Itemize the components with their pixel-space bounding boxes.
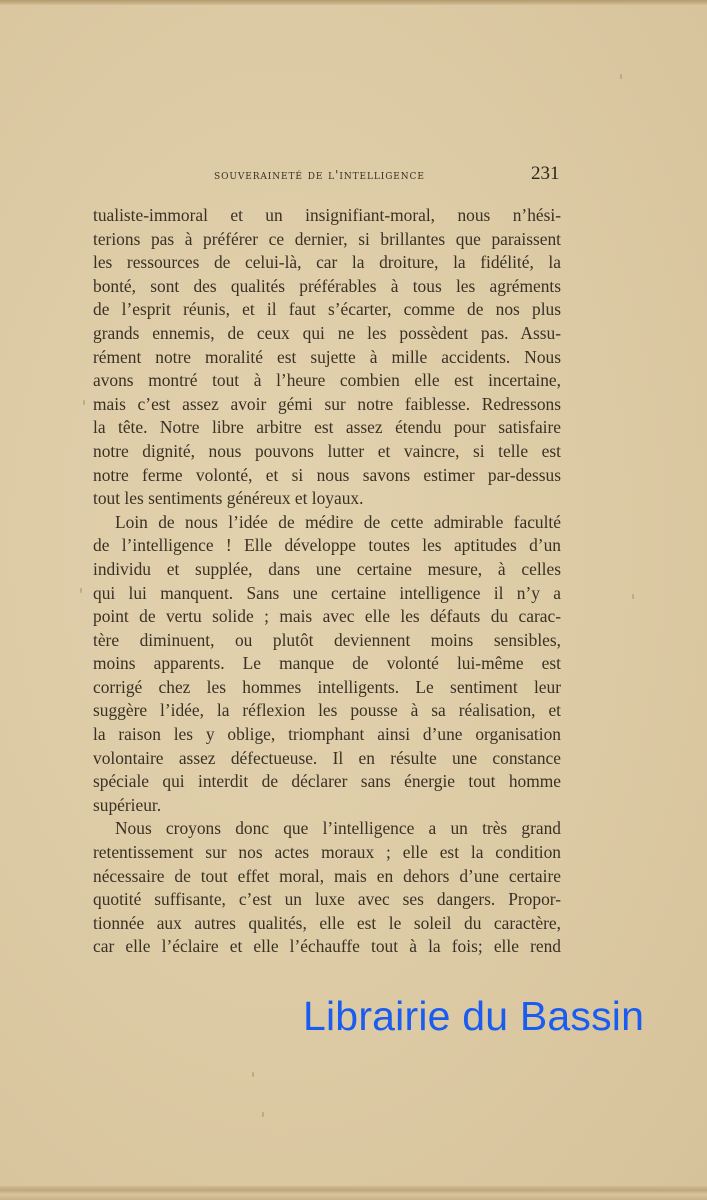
paper-speck [252, 1072, 254, 1077]
paper-speck [632, 594, 634, 599]
text-line: Nous croyons donc que l’intelligence a un très grand [115, 818, 561, 839]
text-line: tualiste-immoral et un insignifiant-moral, nous n’hési- [93, 205, 561, 225]
text-line: notre ferme volonté, et si nous savons estimer par-dessus [93, 464, 561, 485]
text-line: grands ennemis, de ceux qui ne les possèdent pas. Assu- [93, 322, 561, 343]
text-line: mais c’est assez avoir gémi sur notre faiblesse. Redressons [93, 393, 561, 414]
text-line: tout les sentiments généreux et loyaux. [93, 488, 364, 509]
text-line: de l’intelligence ! Elle développe toutes les aptitudes d’un [93, 535, 561, 556]
paper-speck [80, 588, 82, 593]
page-number: 231 [531, 163, 560, 184]
text-line: retentissement sur nos actes moraux ; elle est la condition [93, 842, 561, 863]
paper-speck [620, 74, 622, 79]
text-line: car elle l’éclaire et elle l’échauffe tout à la fois; elle rend [93, 936, 561, 957]
text-line: rément notre moralité est sujette à mille accidents. Nous [93, 346, 561, 367]
text-line: volontaire assez défectueuse. Il en résulte une constance [93, 747, 561, 768]
paper-speck [83, 400, 85, 405]
text-line: la raison les y oblige, triomphant ainsi d’une organisation [93, 724, 561, 745]
watermark: Librairie du Bassin [303, 993, 645, 1039]
page-bottom-edge [0, 1186, 707, 1200]
text-line: supérieur. [93, 794, 162, 815]
text-line: qui lui manquent. Sans une certaine intelligence il n’y a [93, 582, 561, 603]
text-line: individu et supplée, dans une certaine mesure, à celles [93, 558, 561, 579]
running-head-title: souveraineté de l'intelligence [214, 167, 425, 182]
text-line: point de vertu solide ; mais avec elle les défauts du carac- [93, 606, 561, 627]
body-text [93, 204, 561, 959]
text-line: quotité suffisante, c’est un luxe avec ses dangers. Propor- [93, 889, 561, 910]
text-line: notre dignité, nous pouvons lutter et vaincre, si telle est [93, 440, 561, 461]
text-line: spéciale qui interdit de déclarer sans énergie tout homme [93, 771, 561, 792]
text-line: Loin de nous l’idée de médire de cette admirable faculté [115, 511, 561, 532]
text-line: avons montré tout à l’heure combien elle est incertaine, [93, 370, 561, 391]
text-line: tionnée aux autres qualités, elle est le soleil du caractère, [93, 912, 561, 933]
text-line: la tête. Notre libre arbitre est assez étendu pour satisfaire [93, 417, 561, 438]
text-line: tère diminuent, ou plutôt deviennent moins sensibles, [93, 629, 561, 650]
text-line: nécessaire de tout effet moral, mais en dehors d’une certaire [93, 865, 561, 886]
text-line: de l’esprit réunis, et il faut s’écarter, comme de nos plus [93, 299, 561, 320]
text-line: bonté, sont des qualités préférables à tous les agréments [93, 275, 561, 296]
text-line: moins apparents. Le manque de volonté lui-même est [93, 653, 561, 674]
running-head [0, 163, 707, 189]
text-line: les ressources de celui-là, car la droiture, la fidélité, la [93, 252, 561, 273]
text-line: suggère l’idée, la réflexion les pousse à sa réalisation, et [93, 700, 561, 721]
paper-speck [262, 1112, 264, 1117]
text-line: terions pas à préférer ce dernier, si brillantes que paraissent [93, 228, 561, 249]
text-line: corrigé chez les hommes intelligents. Le sentiment leur [93, 676, 561, 697]
page-top-edge [0, 0, 707, 5]
